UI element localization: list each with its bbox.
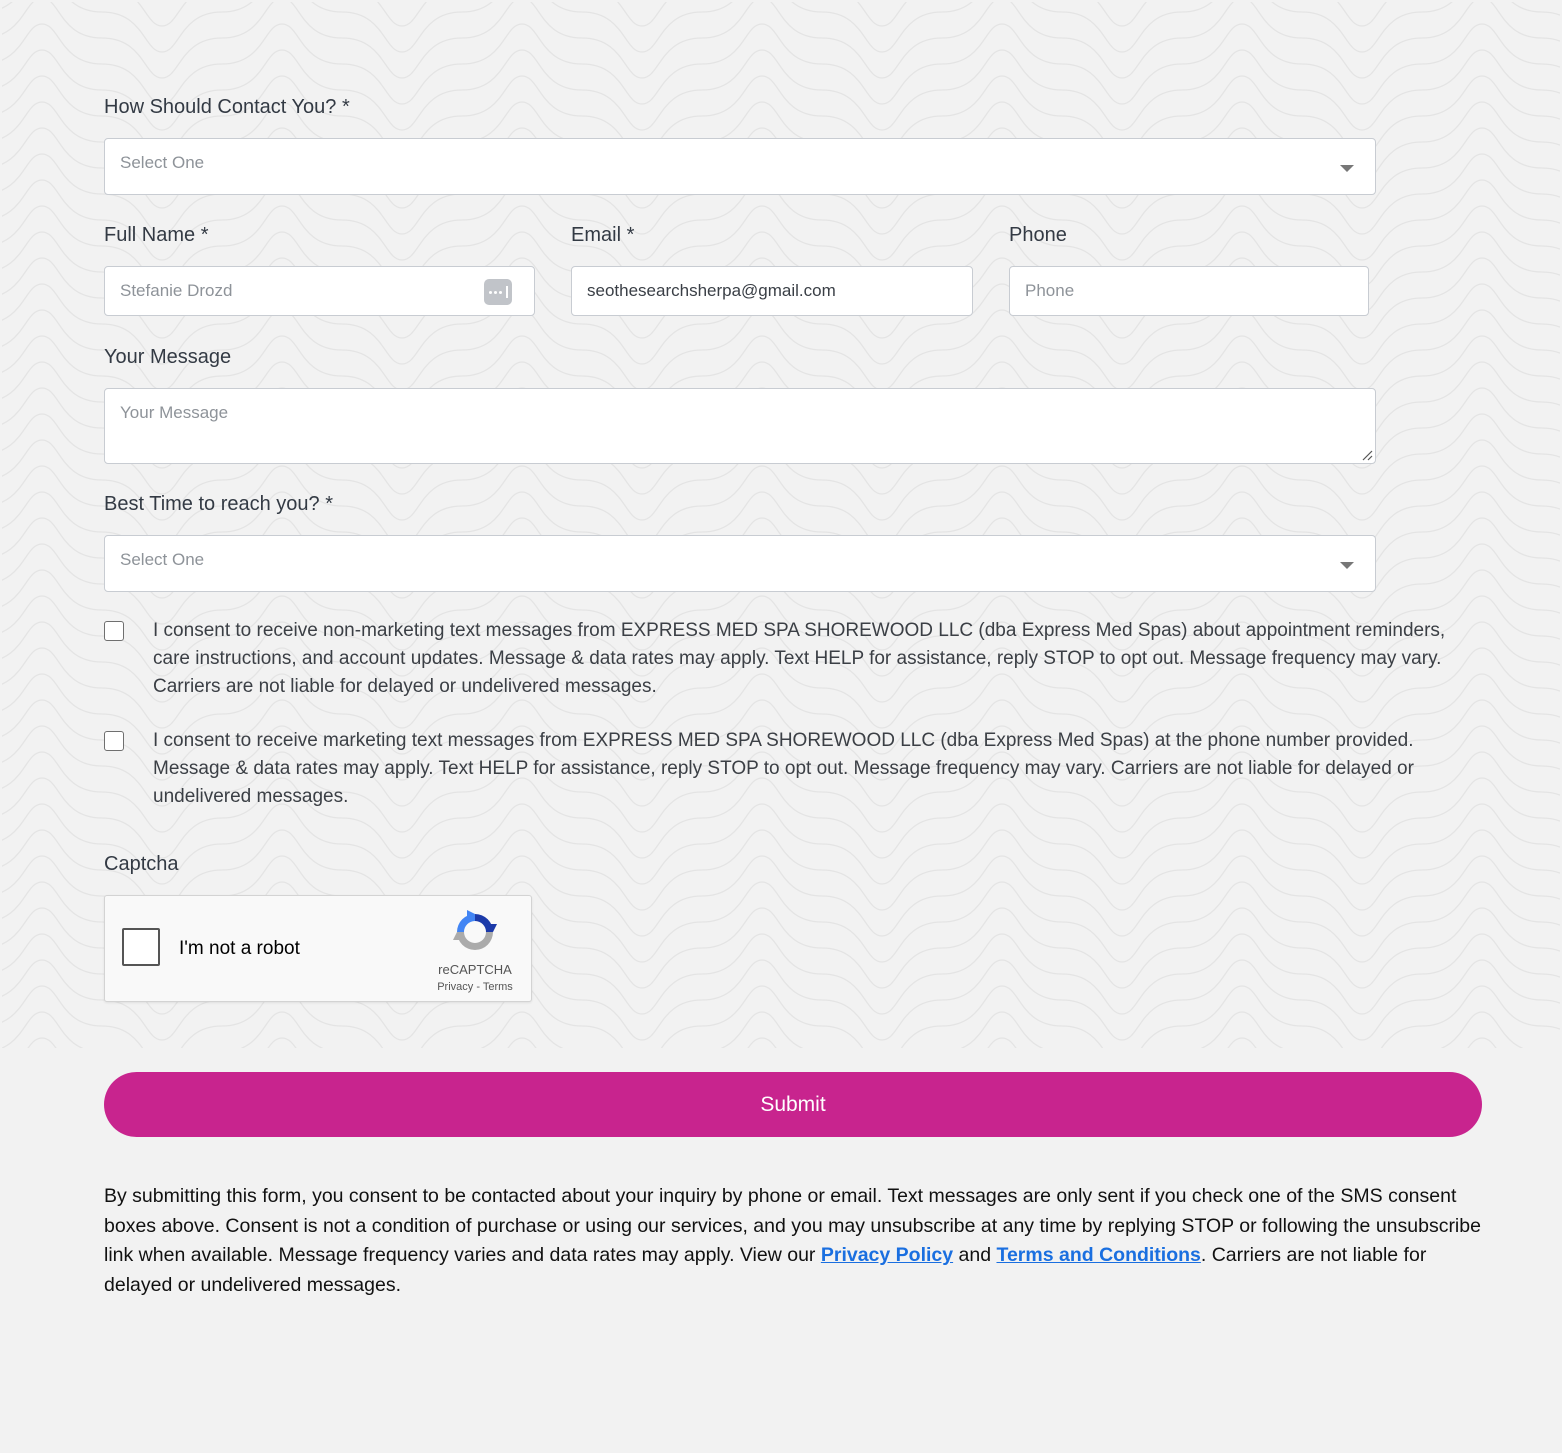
- recaptcha-brand: reCAPTCHA: [438, 962, 512, 977]
- best-time-placeholder: Select One: [120, 550, 205, 569]
- consent-non-marketing-checkbox[interactable]: [104, 621, 124, 641]
- pattern-line: [2, 1012, 1560, 1048]
- consent-non-marketing: [104, 617, 1484, 707]
- consent-marketing: [104, 727, 1484, 817]
- phone-label: Phone: [1009, 224, 1067, 246]
- recaptcha-widget: [104, 895, 532, 1002]
- phone-placeholder: Phone: [1025, 281, 1075, 300]
- message-placeholder: Your Message: [120, 403, 229, 422]
- email-label: Email *: [571, 224, 635, 246]
- consent-marketing-text: I consent to receive marketing text messages from EXPRESS MED SPA SHOREWOOD LLC (dba Express Med Spas) at the phone number provided. Message & data rates may apply. Text HELP for assistance, reply STOP to opt out. Message frequency may vary. Carriers are not liable for delayed or undelivered messages.: [153, 730, 1414, 807]
- footer-disclaimer: [104, 1182, 1484, 1301]
- recaptcha-terms-link[interactable]: Terms: [482, 981, 513, 993]
- best-time-label: Best Time to reach you? *: [104, 493, 334, 515]
- chevron-down-icon: [1340, 562, 1354, 569]
- full-name-input[interactable]: [104, 266, 535, 316]
- phone-input[interactable]: [1009, 266, 1369, 316]
- message-textarea[interactable]: [104, 388, 1376, 464]
- autofill-icon[interactable]: [484, 279, 512, 305]
- recaptcha-checkbox[interactable]: [122, 928, 160, 966]
- consent-non-marketing-text: I consent to receive non-marketing text messages from EXPRESS MED SPA SHOREWOOD LLC (dba Express Med Spas) about appointment reminders, care instructions, and account updates. Message & data rates may apply. Text HELP for assistance, reply STOP to opt out. Message frequency may vary. Carriers are not liable for delayed or undelivered messages.: [153, 620, 1446, 697]
- footer-text-before: By submitting this form, you consent to be contacted about your inquiry by phone or email. Text messages are only sent if you check one of the SMS consent boxes above. Consent is not a condition of purchase or using our services, and you may unsubscribe at any time by replying STOP or following the unsubscribe link when available. Message frequency varies and data rates may apply. View our: [104, 1185, 1481, 1267]
- full-name-value: Stefanie Drozd: [120, 281, 233, 300]
- contact-method-select[interactable]: [104, 138, 1376, 195]
- message-label: Your Message: [104, 346, 232, 368]
- full-name-label: Full Name *: [104, 224, 209, 246]
- recaptcha-logo-icon: [453, 910, 497, 954]
- submit-button[interactable]: Submit: [104, 1072, 1482, 1137]
- captcha-label: Captcha: [104, 853, 179, 875]
- pattern-line: [2, 1038, 1560, 1048]
- terms-and-conditions-link[interactable]: Terms and Conditions: [996, 1244, 1201, 1267]
- recaptcha-privacy-link[interactable]: Privacy: [437, 981, 474, 993]
- privacy-policy-link[interactable]: Privacy Policy: [820, 1244, 954, 1267]
- best-time-select[interactable]: [104, 535, 1376, 592]
- recaptcha-links: [425, 981, 525, 993]
- email-value: seothesearchsherpa@gmail.com: [587, 281, 836, 300]
- contact-method-label: How Should Contact You? *: [104, 96, 350, 118]
- recaptcha-checkbox-label: I'm not a robot: [179, 938, 300, 959]
- footer-text-after: . Carriers are not liable for delayed or undelivered messages.: [104, 1244, 1427, 1297]
- contact-method-placeholder: Select One: [120, 153, 205, 172]
- footer-and: and: [953, 1244, 997, 1267]
- recaptcha-separator: -: [473, 981, 483, 993]
- resize-grip-icon[interactable]: [1361, 449, 1373, 461]
- email-input[interactable]: [571, 266, 973, 316]
- chevron-down-icon: [1340, 165, 1354, 172]
- pattern-line: [2, 2, 1560, 26]
- consent-marketing-checkbox[interactable]: [104, 731, 124, 751]
